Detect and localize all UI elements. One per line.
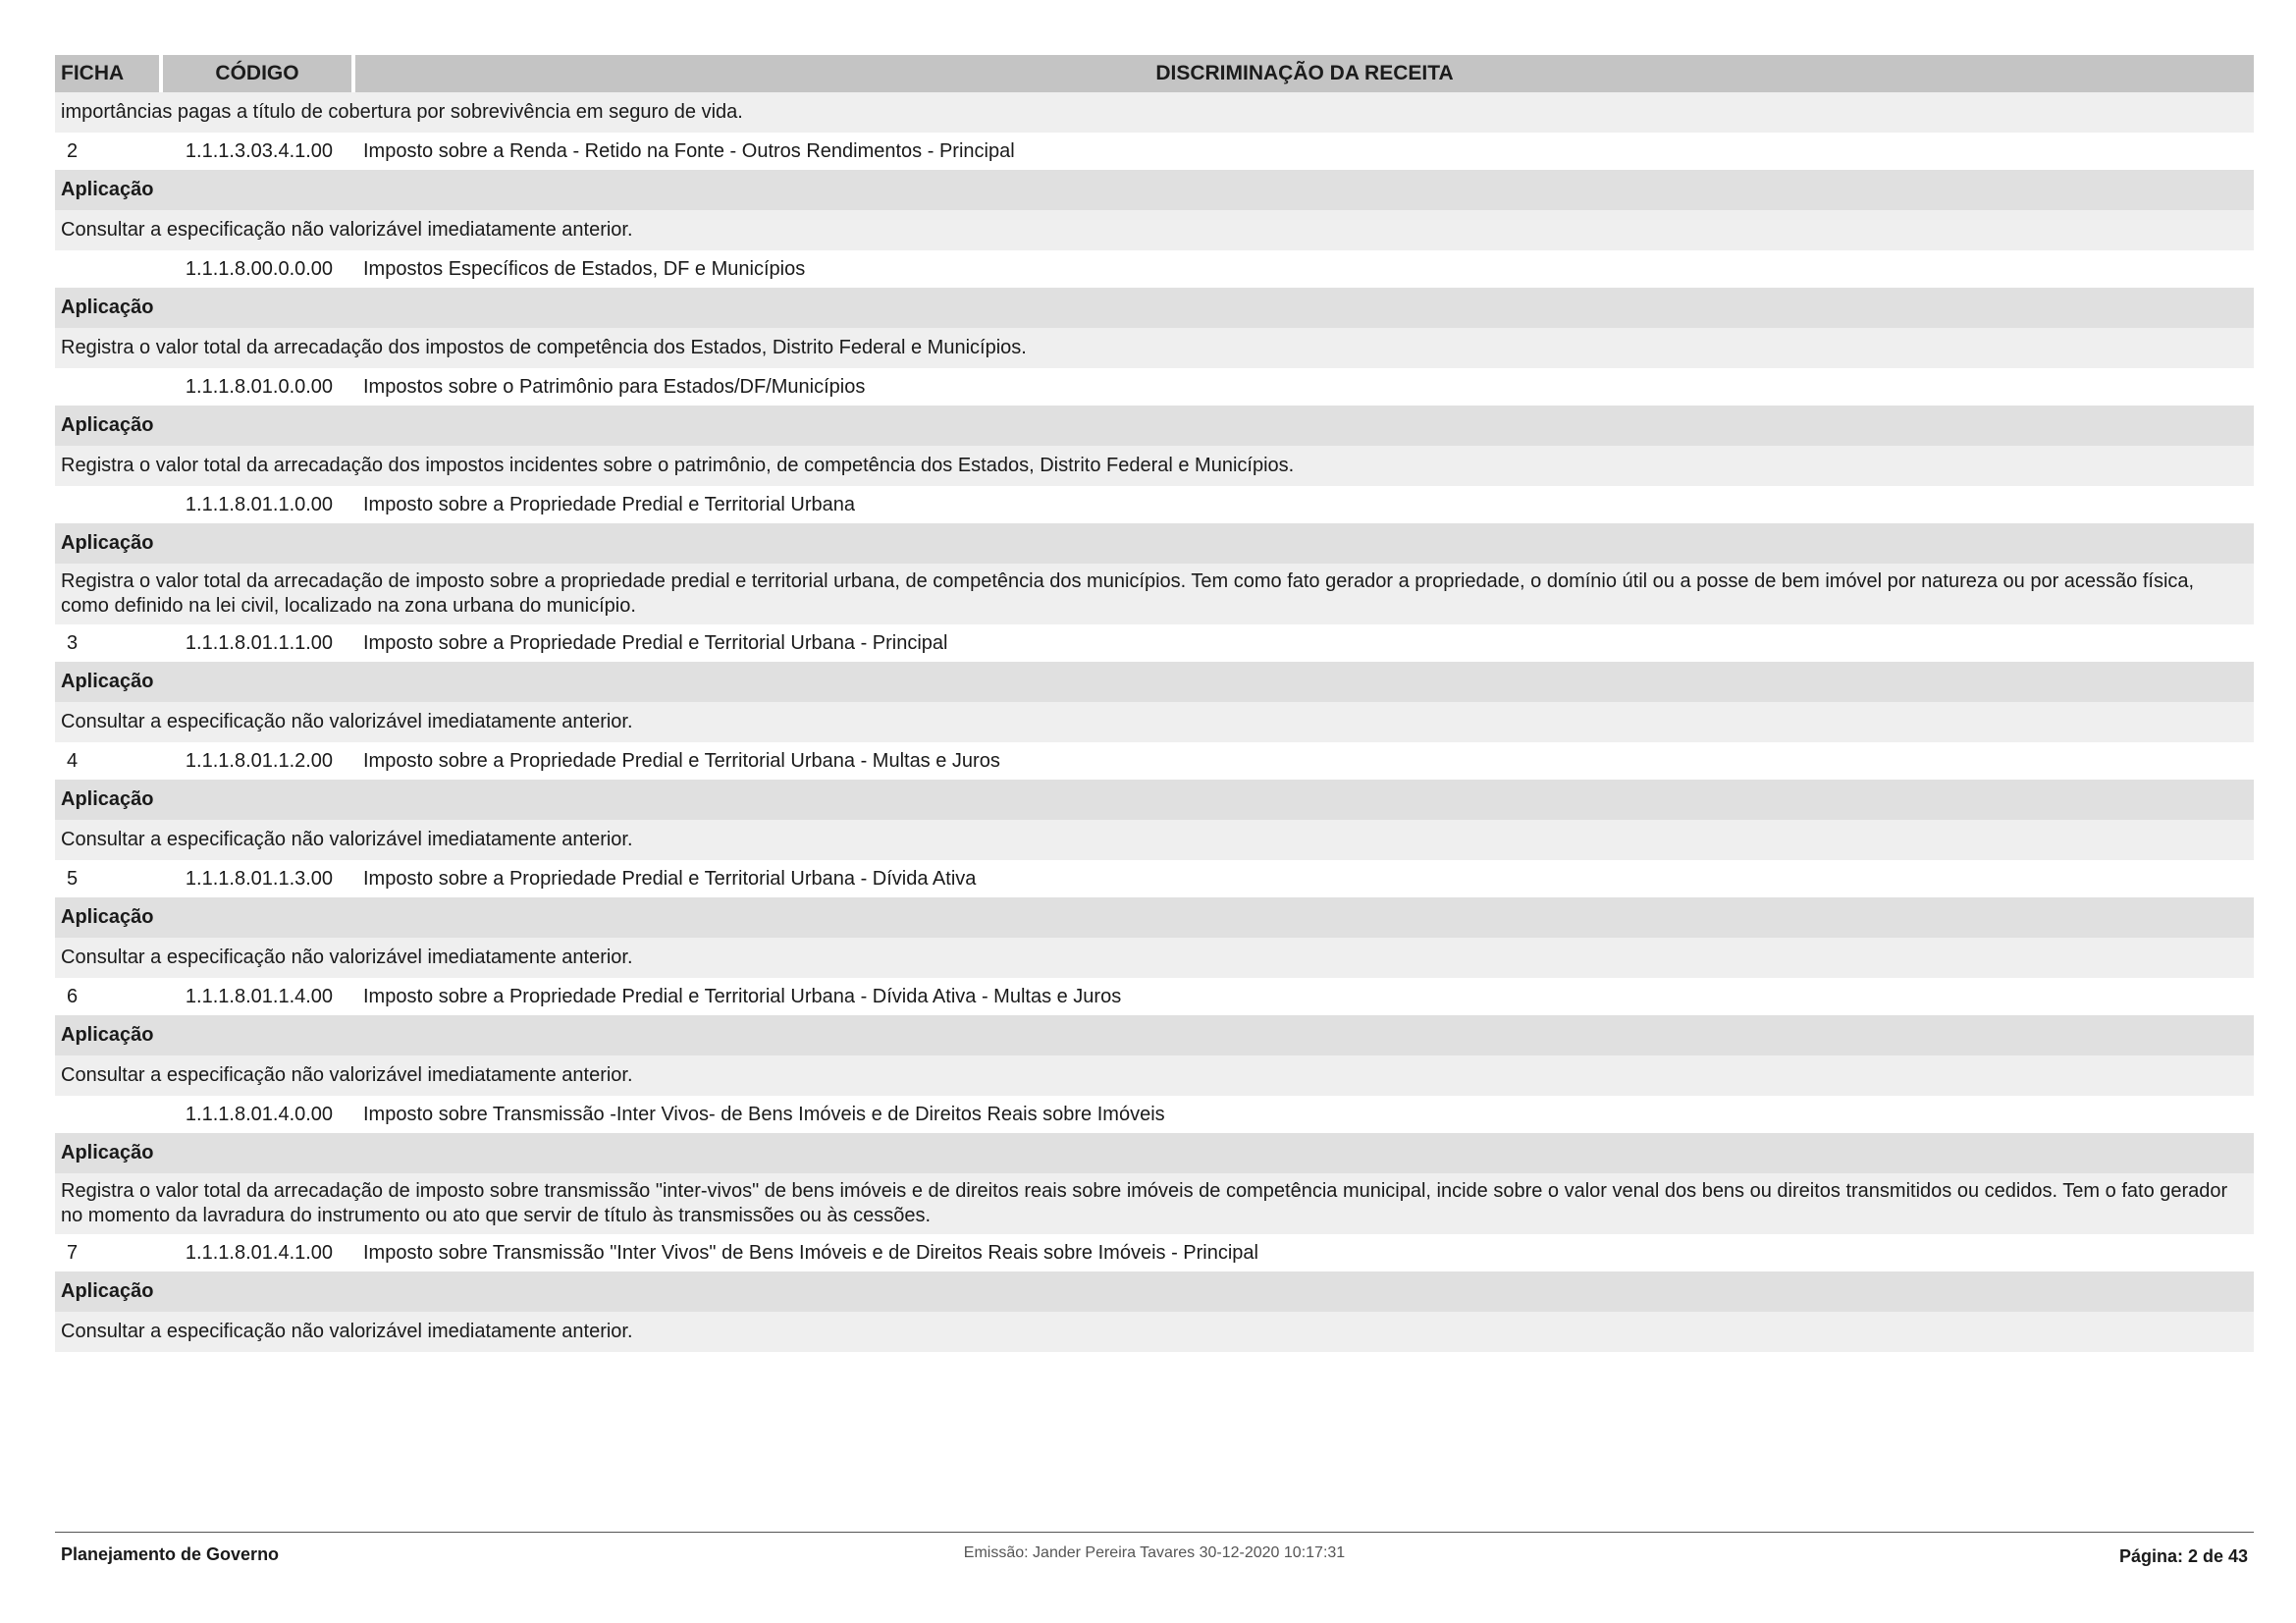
aplicacao-text: Registra o valor total da arrecadação de imposto sobre transmissão "inter-vivos" de bens imóveis e de direitos reais sobre imóveis de competência municipal, incide sobre o valor venal dos bens ou direitos transmitidos ou cedidos. Tem o fato gerador no momento da lavradura do instrumento ou ato que servir de título às transmissões ou às cessões. xyxy=(55,1173,2254,1234)
aplicacao-text: importâncias pagas a título de cobertura por sobrevivência em seguro de vida. xyxy=(55,92,2254,133)
table-row xyxy=(55,742,2254,780)
aplicacao-text: Registra o valor total da arrecadação dos impostos incidentes sobre o patrimônio, de competência dos Estados, Distrito Federal e Municípios. xyxy=(55,446,2254,486)
row-codigo: 1.1.1.8.01.1.1.00 xyxy=(185,631,334,654)
row-codigo: 1.1.1.8.01.4.0.00 xyxy=(185,1103,334,1125)
row-ficha: 7 xyxy=(67,1241,79,1264)
header-codigo: CÓDIGO xyxy=(163,55,355,92)
footer-page-number: Página: 2 de 43 xyxy=(2118,1546,2248,1566)
aplicacao-label: Aplicação xyxy=(55,897,2254,938)
aplicacao-text: Consultar a especificação não valorizável imediatamente anterior. xyxy=(55,1055,2254,1096)
table-row xyxy=(55,133,2254,170)
row-description: Imposto sobre a Propriedade Predial e Territorial Urbana - Dívida Ativa - Multas e Juros xyxy=(363,985,1122,1007)
table-row xyxy=(55,624,2254,662)
aplicacao-label: Aplicação xyxy=(55,1015,2254,1055)
aplicacao-label: Aplicação xyxy=(55,1271,2254,1312)
row-codigo: 1.1.1.8.00.0.0.00 xyxy=(185,257,334,280)
footer-emission: Emissão: Jander Pereira Tavares 30-12-2020 10:17:31 xyxy=(963,1544,1346,1561)
aplicacao-label: Aplicação xyxy=(55,780,2254,820)
row-codigo: 1.1.1.8.01.0.0.00 xyxy=(185,375,334,398)
aplicacao-text: Consultar a especificação não valorizável imediatamente anterior. xyxy=(55,702,2254,742)
footer-department: Planejamento de Governo xyxy=(61,1544,280,1564)
aplicacao-label: Aplicação xyxy=(55,406,2254,446)
aplicacao-label: Aplicação xyxy=(55,1133,2254,1173)
table-row xyxy=(55,1096,2254,1133)
revenue-report-table xyxy=(55,55,2254,1352)
row-description: Impostos Específicos de Estados, DF e Municípios xyxy=(363,257,806,280)
header-discriminacao: DISCRIMINAÇÃO DA RECEITA xyxy=(1155,62,1454,84)
row-description: Imposto sobre Transmissão "Inter Vivos" de Bens Imóveis e de Direitos Reais sobre Imóveis - Principal xyxy=(363,1241,1258,1264)
row-description: Imposto sobre a Propriedade Predial e Territorial Urbana - Principal xyxy=(363,631,948,654)
aplicacao-text: Consultar a especificação não valorizável imediatamente anterior. xyxy=(55,820,2254,860)
aplicacao-text: Consultar a especificação não valorizável imediatamente anterior. xyxy=(55,1312,2254,1352)
row-ficha: 6 xyxy=(67,985,79,1007)
aplicacao-text: Consultar a especificação não valorizável imediatamente anterior. xyxy=(55,210,2254,250)
table-header xyxy=(55,55,2254,92)
row-description: Impostos sobre o Patrimônio para Estados/DF/Municípios xyxy=(363,375,866,398)
row-description: Imposto sobre a Propriedade Predial e Territorial Urbana - Multas e Juros xyxy=(363,749,1000,772)
row-ficha: 4 xyxy=(67,749,79,772)
aplicacao-label: Aplicação xyxy=(55,170,2254,210)
table-row xyxy=(55,368,2254,406)
row-description: Imposto sobre a Renda - Retido na Fonte - Outros Rendimentos - Principal xyxy=(363,139,1015,162)
row-ficha: 2 xyxy=(67,139,79,162)
row-ficha: 5 xyxy=(67,867,79,890)
table-row xyxy=(55,1234,2254,1271)
table-body xyxy=(55,92,2254,1352)
row-codigo: 1.1.1.8.01.4.1.00 xyxy=(185,1241,334,1264)
row-codigo: 1.1.1.8.01.1.2.00 xyxy=(185,749,334,772)
row-codigo: 1.1.1.8.01.1.0.00 xyxy=(185,493,334,515)
page-footer xyxy=(55,1532,2254,1572)
aplicacao-label: Aplicação xyxy=(55,523,2254,564)
table-row xyxy=(55,486,2254,523)
row-codigo: 1.1.1.8.01.1.3.00 xyxy=(185,867,334,890)
row-codigo: 1.1.1.3.03.4.1.00 xyxy=(185,139,334,162)
table-row xyxy=(55,250,2254,288)
row-description: Imposto sobre Transmissão -Inter Vivos- de Bens Imóveis e de Direitos Reais sobre Imóveis xyxy=(363,1103,1165,1125)
aplicacao-label: Aplicação xyxy=(55,288,2254,328)
row-description: Imposto sobre a Propriedade Predial e Territorial Urbana xyxy=(363,493,856,515)
row-ficha: 3 xyxy=(67,631,79,654)
row-description: Imposto sobre a Propriedade Predial e Territorial Urbana - Dívida Ativa xyxy=(363,867,977,890)
aplicacao-text: Registra o valor total da arrecadação dos impostos de competência dos Estados, Distrito Federal e Municípios. xyxy=(55,328,2254,368)
aplicacao-text: Registra o valor total da arrecadação de imposto sobre a propriedade predial e territorial urbana, de competência dos municípios. Tem como fato gerador a propriedade, o domínio útil ou a posse de bem imóvel por natureza ou por acessão física, como definido na lei civil, localizado na zona urbana do município. xyxy=(55,564,2254,624)
table-row xyxy=(55,978,2254,1015)
table-row xyxy=(55,860,2254,897)
header-ficha: FICHA xyxy=(55,55,163,92)
aplicacao-text: Consultar a especificação não valorizável imediatamente anterior. xyxy=(55,938,2254,978)
row-codigo: 1.1.1.8.01.1.4.00 xyxy=(185,985,334,1007)
aplicacao-label: Aplicação xyxy=(55,662,2254,702)
